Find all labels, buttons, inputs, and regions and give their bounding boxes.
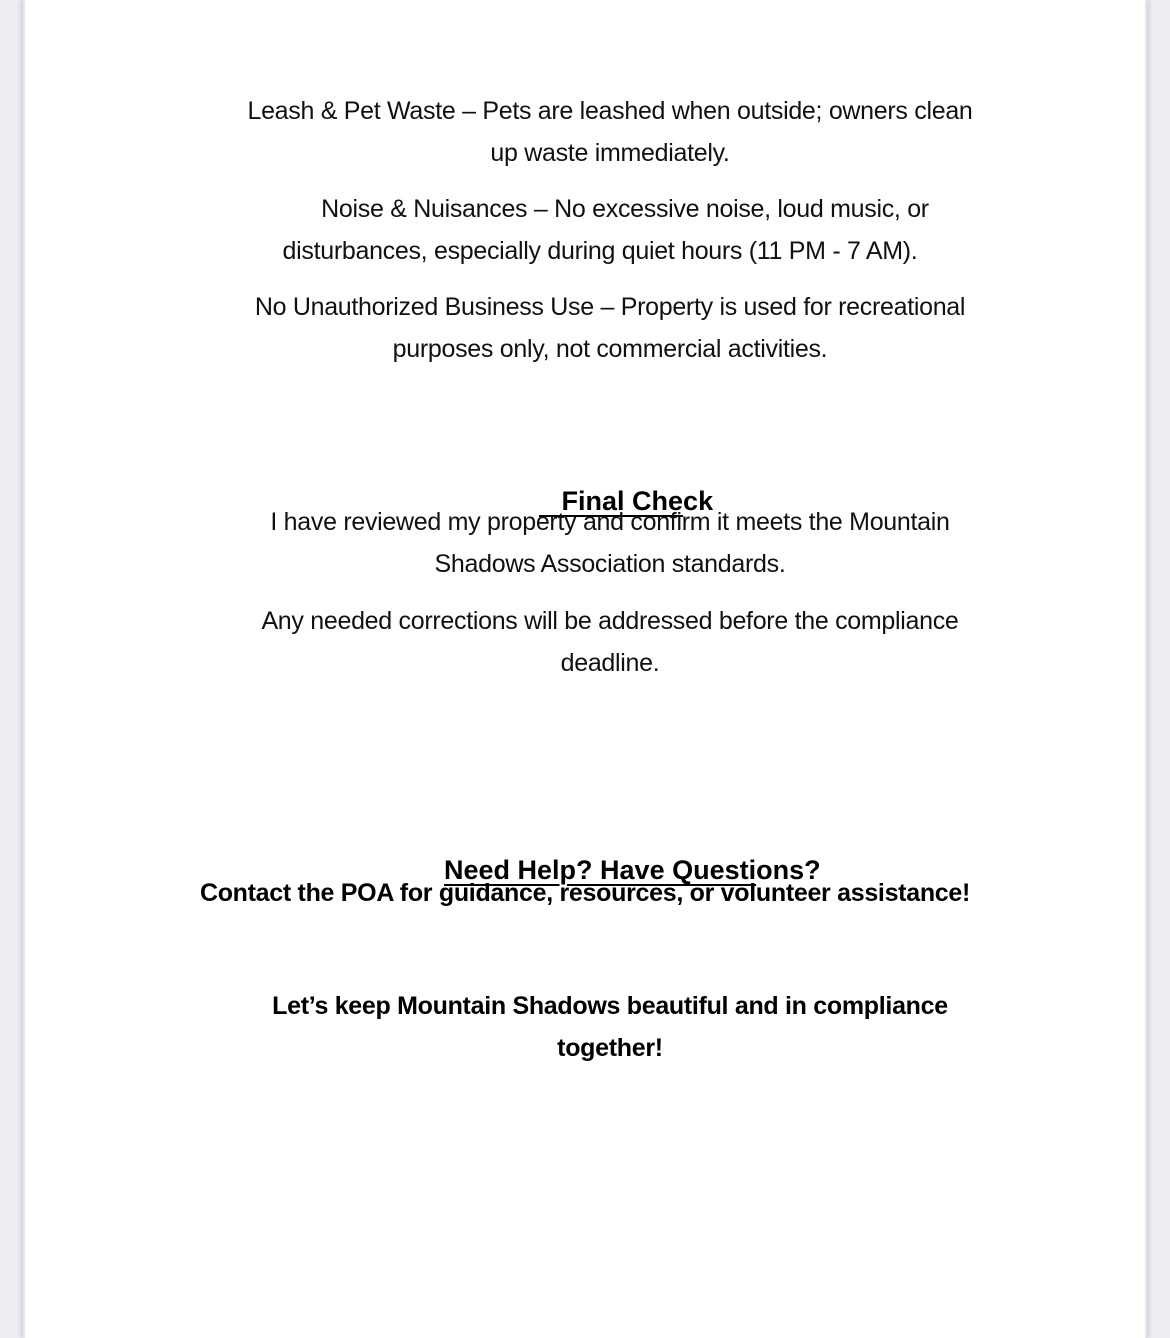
- rule-noise-nuisances: [230, 188, 970, 272]
- rule-business-use: [200, 286, 1020, 370]
- final-check-corrections-line-2: deadline.: [560, 649, 660, 677]
- final-check-confirmation-line-2: Shadows Association standards.: [434, 550, 786, 578]
- closing-message: [200, 985, 1020, 1069]
- rule-business-line-2: purposes only, not commercial activities.: [392, 335, 828, 363]
- help-contact-line: Contact the POA for guidance, resources, or volunteer assistance!: [199, 879, 971, 907]
- help-heading-underlined: Need Help? Have Questi: [444, 855, 757, 885]
- rule-business-line-1: No Unauthorized Business Use – Property is used for recreational: [254, 293, 966, 321]
- rule-leash-line-1: Leash & Pet Waste – Pets are leashed when outside; owners clean: [247, 97, 973, 125]
- final-check-corrections: [200, 600, 1020, 684]
- final-check-heading-underlined: Final Che: [539, 486, 684, 516]
- rule-leash-pet-waste: [200, 90, 1020, 174]
- document-page: [23, 0, 1147, 1338]
- final-check-corrections-line-1: Any needed corrections will be addressed before the compliance: [261, 607, 959, 635]
- final-check-confirmation: [200, 501, 1020, 585]
- rule-noise-line-1: Noise & Nuisances – No excessive noise, loud music, or: [321, 195, 929, 223]
- help-contact-text: [165, 872, 1005, 914]
- rule-leash-line-2: up waste immediately.: [490, 139, 730, 167]
- rule-noise-line-2: disturbances, especially during quiet hours (11 PM - 7 AM).: [282, 237, 918, 265]
- final-check-heading-rest: ck: [683, 486, 714, 516]
- help-heading-rest: ons?: [756, 855, 821, 885]
- final-check-confirmation-line-1: I have reviewed my property and confirm it meets the Mountain: [270, 508, 950, 536]
- closing-line-2: together!: [557, 1034, 663, 1062]
- closing-line-1: Let’s keep Mountain Shadows beautiful and in compliance: [272, 992, 948, 1020]
